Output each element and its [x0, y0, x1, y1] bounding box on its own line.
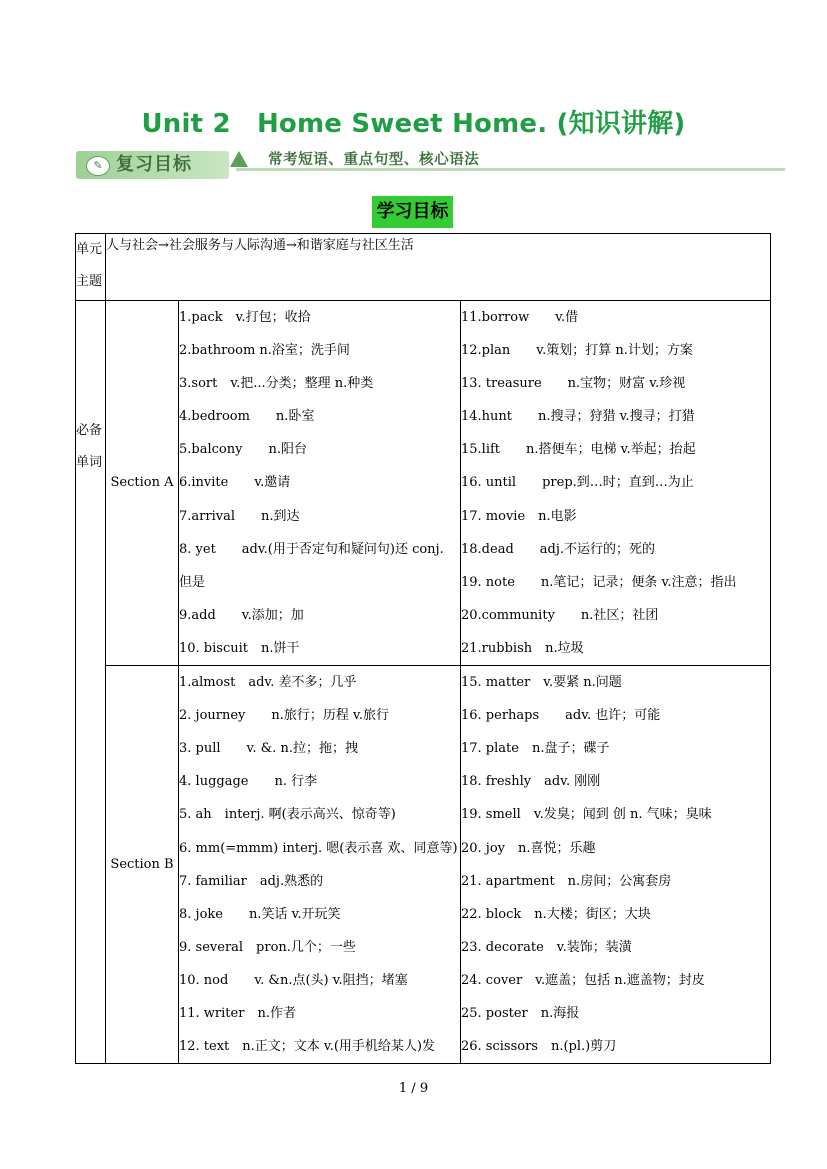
word-item: 21.rubbish n.垃圾 [461, 640, 584, 656]
word-item: 24. cover v.遮盖；包括 n.遮盖物；封皮 [461, 972, 705, 988]
word-item: 9.add v.添加；加 [179, 607, 304, 623]
word-item: 11.borrow v.借 [461, 310, 579, 325]
word-item: 3.sort v.把...分类；整理 n.种类 [179, 376, 374, 392]
word-item: 22. block n.大楼；街区；大块 [461, 906, 651, 922]
banner-label: 复习目标 [116, 154, 192, 175]
triangle-icon [230, 151, 248, 167]
word-item: 16. perhaps adv. 也许；可能 [461, 708, 661, 724]
word-item: 20.community n.社区；社团 [461, 607, 659, 623]
word-item: 19. smell v.发臭；闻到 创 n. 气味；臭味 [461, 807, 712, 823]
word-item: 14.hunt n.搜寻；狩猎 v.搜寻；打猎 [461, 409, 695, 425]
page-title: Unit 2 Home Sweet Home. (知识讲解) [141, 109, 686, 139]
theme-row [76, 234, 771, 301]
word-item: 7. familiar adj.熟悉的 [179, 873, 324, 889]
section-b-right-list [461, 666, 771, 1064]
section-a-right-list [461, 301, 771, 666]
word-item: 18.dead adj.不运行的；死的 [461, 541, 655, 557]
word-item: 3. pull v. &. n.拉；拖；拽 [179, 741, 358, 757]
theme-label: 单元主题 [76, 234, 106, 301]
banner-label-box [76, 151, 229, 179]
section-a-left-list [179, 301, 461, 666]
word-item: 17. plate n.盘子；碟子 [461, 741, 610, 757]
word-item: 26. scissors n.(pl.)剪刀 [461, 1039, 617, 1055]
vocab-table [75, 233, 771, 1064]
word-item: 21. apartment n.房间；公寓套房 [461, 873, 672, 889]
word-item: 20. joy n.喜悦；乐趣 [461, 840, 596, 856]
banner-subtitle: 常考短语、重点句型、核心语法 [268, 152, 480, 168]
word-item: 11. writer n.作者 [179, 1005, 296, 1021]
word-item: 12. text n.正文；文本 v.(用手机给某人)发 [179, 1039, 435, 1055]
section-b-label: Section B [110, 856, 174, 872]
word-item: 8. joke n.笑话 v.开玩笑 [179, 906, 341, 922]
word-item: 10. nod v. &n.点(头) v.阻挡；堵塞 [179, 972, 408, 988]
word-item: 25. poster n.海报 [461, 1005, 580, 1021]
word-item: 2. journey n.旅行；历程 v.旅行 [179, 708, 389, 724]
section-a-label: Section A [110, 475, 174, 491]
vocab-label: 必备单词 [76, 301, 106, 1064]
word-item: 16. until prep.到…时；直到…为止 [461, 475, 694, 491]
word-item: 18. freshly adv. 刚刚 [461, 774, 601, 790]
word-item: 19. note n.笔记；记录；便条 v.注意；指出 [461, 574, 737, 590]
theme-text: 人与社会→社会服务与人际沟通→和谐家庭与社区生活 [106, 234, 771, 301]
word-item: 15.lift n.搭便车；电梯 v.举起；抬起 [461, 442, 696, 458]
review-goals-banner [76, 148, 785, 182]
word-item: 6.invite v.邀请 [179, 475, 291, 491]
section-b-row [76, 666, 771, 1064]
page-number: 1 / 9 [398, 1081, 429, 1096]
word-item: 13. treasure n.宝物；财富 v.珍视 [461, 376, 686, 392]
word-item: 9. several pron.几个；一些 [179, 939, 356, 955]
section-b-left-list [179, 666, 461, 1064]
word-item: 1.almost adv. 差不多；几乎 [179, 675, 357, 691]
word-item: 15. matter v.要紧 n.问题 [461, 675, 622, 691]
word-item: 10. biscuit n.饼干 [179, 640, 300, 656]
word-item: 23. decorate v.装饰；装潢 [461, 939, 632, 955]
word-item: 5.balcony n.阳台 [179, 442, 307, 458]
word-item: 17. movie n.电影 [461, 508, 577, 524]
word-item: 2.bathroom n.浴室；洗手间 [179, 343, 350, 359]
word-item: 12.plan v.策划；打算 n.计划；方案 [461, 343, 693, 359]
word-item: 4.bedroom n.卧室 [179, 409, 315, 425]
section-a-row [76, 301, 771, 666]
word-item: 7.arrival n.到达 [179, 508, 300, 524]
pencil-icon: ✎ [86, 156, 110, 176]
word-item: 8. yet adv.(用于否定句和疑问句)还 conj. 但是 [179, 541, 444, 590]
word-item: 6. mm(=mmm) interj. 嗯(表示喜 欢、同意等) [179, 840, 458, 856]
word-item: 1.pack v.打包；收拾 [179, 310, 311, 325]
word-item: 5. ah interj. 啊(表示高兴、惊奇等) [179, 807, 396, 823]
word-item: 4. luggage n. 行李 [179, 774, 318, 790]
section-heading: 学习目标 [372, 196, 453, 228]
